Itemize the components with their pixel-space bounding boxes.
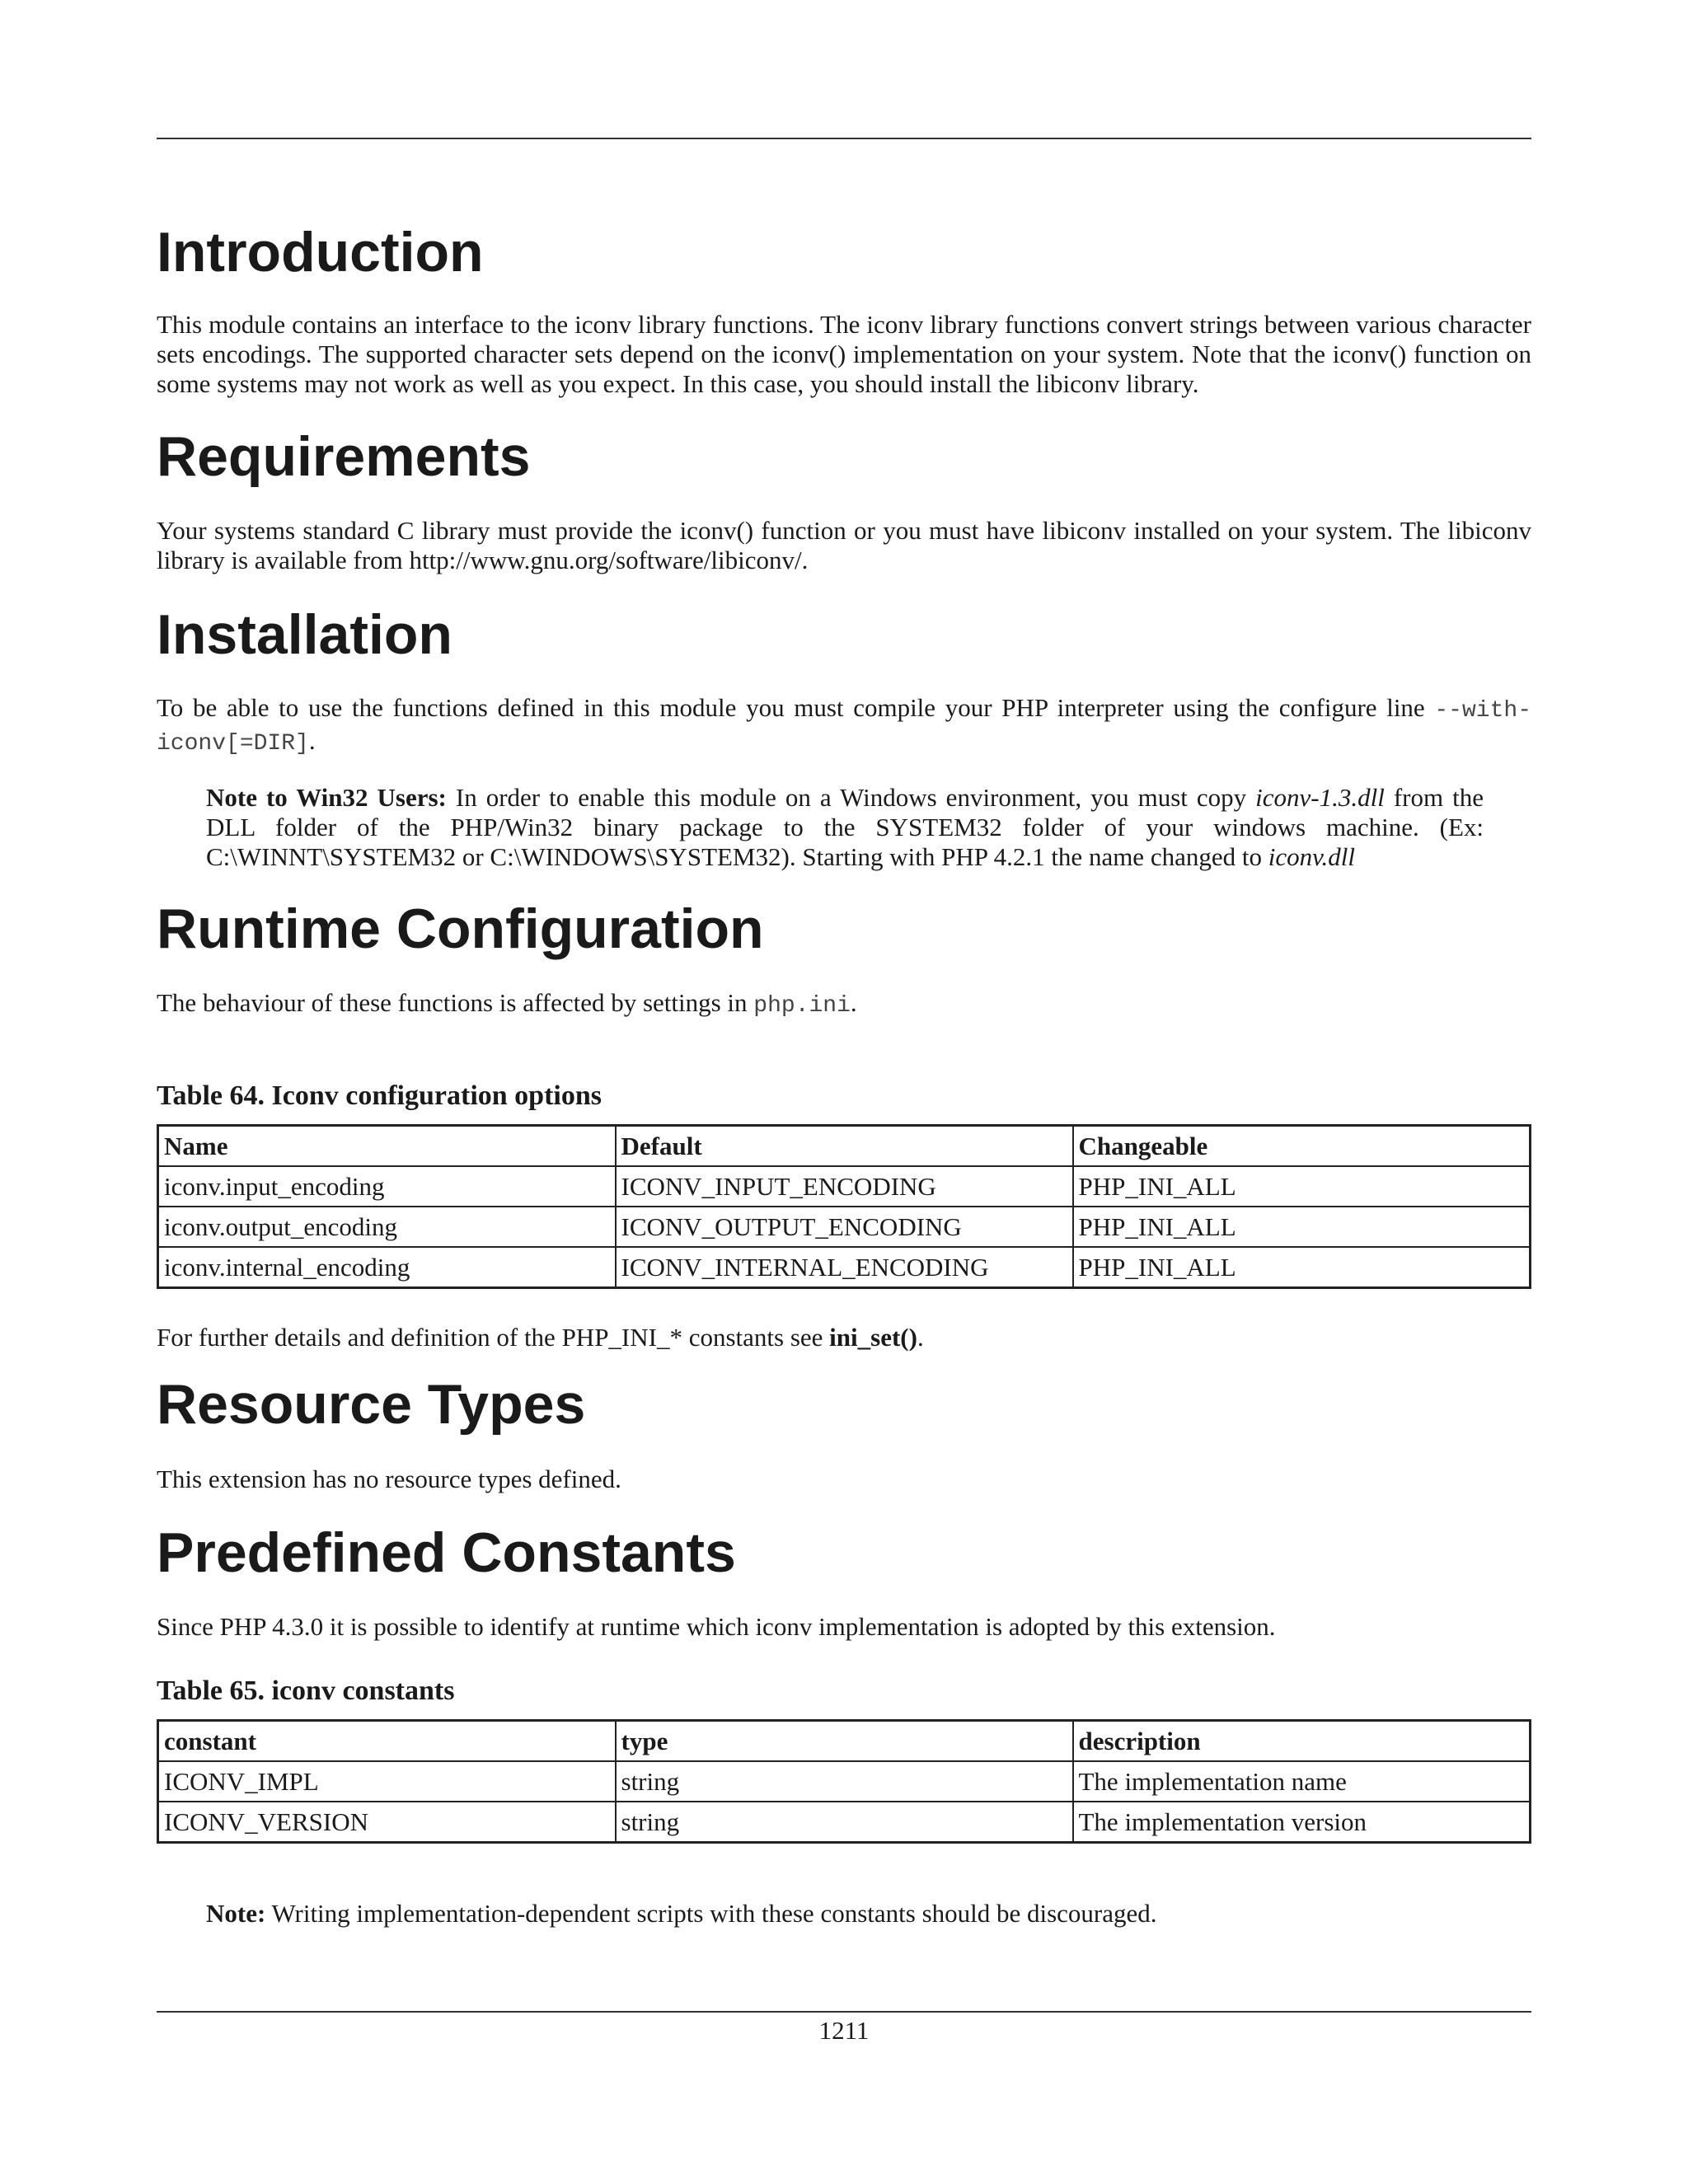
heading-predefined-constants: Predefined Constants xyxy=(157,1521,736,1584)
column-header: Name xyxy=(158,1126,616,1167)
win32-note-text-1: In order to enable this module on a Windows environment, you must copy xyxy=(446,783,1256,812)
resource-types-text: This extension has no resource types defined. xyxy=(157,1465,621,1493)
table-header-row xyxy=(158,1126,1531,1167)
table-row xyxy=(158,1247,1531,1288)
ini-set-reference-text: For further details and definition of the PHP_INI_* constants see xyxy=(157,1323,830,1352)
table-cell: iconv.internal_encoding xyxy=(158,1247,616,1288)
heading-installation: Installation xyxy=(157,603,452,666)
bottom-rule xyxy=(157,2011,1531,2013)
column-header: description xyxy=(1073,1721,1531,1762)
table-row xyxy=(158,1166,1531,1207)
column-header: type xyxy=(616,1721,1073,1762)
ini-file-name: php.ini xyxy=(753,993,851,1019)
requirements-text: Your systems standard C library must provide the iconv() function or you must have libiconv installed on your system. The libiconv library is available from http://www.gnu.org/software/libiconv/. xyxy=(157,516,1531,574)
configure-option: --with-iconv[=DIR] xyxy=(157,698,1531,757)
config-options-table xyxy=(157,1124,1531,1289)
win32-note-file-2: iconv.dll xyxy=(1268,842,1356,871)
heading-runtime-configuration: Runtime Configuration xyxy=(157,898,764,960)
installation-text-start: To be able to use the functions defined in this module you must compile your PHP interpreter using the configure line xyxy=(157,693,1435,722)
table-cell: string xyxy=(616,1802,1073,1843)
heading-requirements: Requirements xyxy=(157,425,531,488)
column-header: Default xyxy=(616,1126,1073,1167)
win32-note-text-2: from the DLL folder of the PHP/Win32 binary package to the SYSTEM32 folder of your windows machine. (Ex: C:\WINNT\SYSTEM32 or C:\WINDOWS\SYSTEM32). Starting with PHP 4.2.1 the name changed to xyxy=(206,783,1484,871)
table-cell: The implementation version xyxy=(1073,1802,1531,1843)
table-cell: ICONV_IMPL xyxy=(158,1761,616,1802)
table-cell: ICONV_INTERNAL_ENCODING xyxy=(616,1247,1073,1288)
ini-set-reference xyxy=(157,1323,1531,1352)
heading-resource-types: Resource Types xyxy=(157,1373,586,1436)
ini-set-link[interactable]: ini_set() xyxy=(829,1323,917,1352)
table-cell: PHP_INI_ALL xyxy=(1073,1247,1531,1288)
table-header-row xyxy=(158,1721,1531,1762)
ini-set-reference-end: . xyxy=(917,1323,924,1352)
table-row xyxy=(158,1761,1531,1802)
win32-note-label: Note to Win32 Users: xyxy=(206,783,447,812)
win32-note xyxy=(206,783,1484,872)
table-cell: ICONV_INPUT_ENCODING xyxy=(616,1166,1073,1207)
constants-text: Since PHP 4.3.0 it is possible to identify at runtime which iconv implementation is adopted by this extension. xyxy=(157,1612,1276,1641)
table-cell: PHP_INI_ALL xyxy=(1073,1166,1531,1207)
installation-text-end: . xyxy=(308,726,316,755)
table-65-caption: Table 65. iconv constants xyxy=(157,1675,455,1706)
installation-text xyxy=(157,693,1531,759)
constants-table xyxy=(157,1719,1531,1844)
table-cell: string xyxy=(616,1761,1073,1802)
runtime-text xyxy=(157,988,1531,1021)
table-cell: ICONV_VERSION xyxy=(158,1802,616,1843)
page-number: 1211 xyxy=(818,2016,870,2045)
heading-introduction: Introduction xyxy=(157,221,484,284)
runtime-text-end: . xyxy=(850,988,857,1017)
table-cell: iconv.input_encoding xyxy=(158,1166,616,1207)
table-cell: PHP_INI_ALL xyxy=(1073,1207,1531,1247)
runtime-text-start: The behaviour of these functions is affected by settings in xyxy=(157,988,754,1017)
win32-note-file-1: iconv-1.3.dll xyxy=(1255,783,1385,812)
table-cell: The implementation name xyxy=(1073,1761,1531,1802)
column-header: constant xyxy=(158,1721,616,1762)
constants-note-text: Writing implementation-dependent scripts with these constants should be discouraged. xyxy=(265,1899,1157,1928)
constants-note-label: Note: xyxy=(206,1899,266,1928)
table-row xyxy=(158,1802,1531,1843)
column-header: Changeable xyxy=(1073,1126,1531,1167)
table-cell: ICONV_OUTPUT_ENCODING xyxy=(616,1207,1073,1247)
introduction-text: This module contains an interface to the iconv library functions. The iconv library functions convert strings between various character sets encodings. The supported character sets depend on the iconv() implementation on your system. Note that the iconv() function on some systems may not work as well as you expect. In this case, you should install the libiconv library. xyxy=(157,310,1531,398)
table-row xyxy=(158,1207,1531,1247)
table-64-caption: Table 64. Iconv configuration options xyxy=(157,1080,602,1111)
constants-note xyxy=(206,1899,1484,1929)
table-cell: iconv.output_encoding xyxy=(158,1207,616,1247)
top-rule xyxy=(157,138,1531,139)
